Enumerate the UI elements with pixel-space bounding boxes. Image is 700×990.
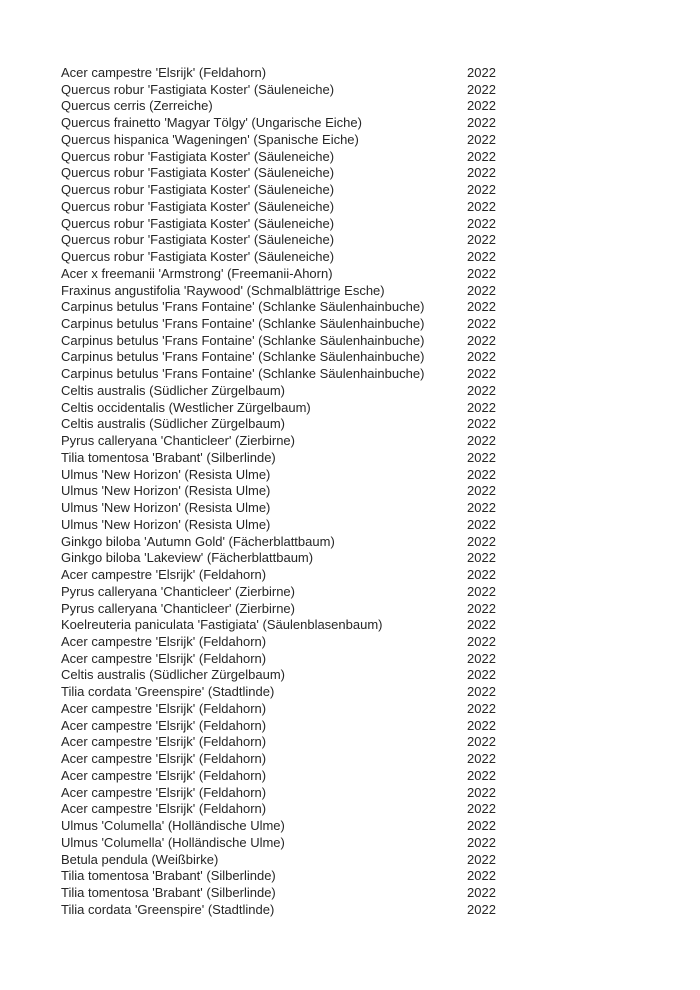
- species-name: Tilia tomentosa 'Brabant' (Silberlinde): [61, 868, 276, 884]
- species-name: Quercus robur 'Fastigiata Koster' (Säuleneiche): [61, 249, 335, 265]
- planting-year: 2022: [467, 567, 496, 583]
- planting-year: 2022: [467, 232, 496, 248]
- planting-year: 2022: [467, 131, 496, 147]
- tree-list-row: [61, 216, 681, 233]
- planting-year: 2022: [467, 382, 496, 398]
- species-name: Quercus robur 'Fastigiata Koster' (Säuleneiche): [61, 232, 335, 248]
- species-name: Celtis australis (Südlicher Zürgelbaum): [61, 382, 285, 398]
- species-name: Acer campestre 'Elsrijk' (Feldahorn): [61, 751, 267, 767]
- planting-year: 2022: [467, 784, 496, 800]
- species-name: Quercus frainetto 'Magyar Tölgy' (Ungarische Eiche): [61, 115, 362, 131]
- species-name: Quercus robur 'Fastigiata Koster' (Säuleneiche): [61, 165, 335, 181]
- species-name: Tilia tomentosa 'Brabant' (Silberlinde): [61, 884, 276, 900]
- planting-year: 2022: [467, 617, 496, 633]
- tree-list-row: [61, 701, 681, 718]
- planting-year: 2022: [467, 98, 496, 114]
- tree-list-row: [61, 634, 681, 651]
- tree-list-row: [61, 550, 681, 567]
- tree-list-row: [61, 500, 681, 517]
- planting-year: 2022: [467, 684, 496, 700]
- tree-list-row: [61, 768, 681, 785]
- planting-year: 2022: [467, 182, 496, 198]
- planting-year: 2022: [467, 734, 496, 750]
- planting-year: 2022: [467, 466, 496, 482]
- planting-year: 2022: [467, 600, 496, 616]
- planting-year: 2022: [467, 801, 496, 817]
- species-name: Carpinus betulus 'Frans Fontaine' (Schlanke Säulenhainbuche): [61, 332, 425, 348]
- tree-list-row: [61, 299, 681, 316]
- tree-list-row: [61, 852, 681, 869]
- species-name: Betula pendula (Weißbirke): [61, 851, 219, 867]
- tree-list-row: [61, 567, 681, 584]
- species-name: Acer campestre 'Elsrijk' (Feldahorn): [61, 717, 267, 733]
- species-name: Ginkgo biloba 'Autumn Gold' (Fächerblattbaum): [61, 533, 335, 549]
- planting-year: 2022: [467, 483, 496, 499]
- planting-year: 2022: [467, 366, 496, 382]
- planting-year: 2022: [467, 868, 496, 884]
- planting-year: 2022: [467, 282, 496, 298]
- species-name: Celtis australis (Südlicher Zürgelbaum): [61, 667, 285, 683]
- species-name: Koelreuteria paniculata 'Fastigiata' (Säulenblasenbaum): [61, 617, 383, 633]
- tree-list-row: [61, 885, 681, 902]
- planting-year: 2022: [467, 834, 496, 850]
- tree-list-row: [61, 366, 681, 383]
- planting-year: 2022: [467, 81, 496, 97]
- tree-list-row: [61, 349, 681, 366]
- tree-list-row: [61, 667, 681, 684]
- planting-year: 2022: [467, 717, 496, 733]
- planting-year: 2022: [467, 516, 496, 532]
- tree-list-row: [61, 467, 681, 484]
- tree-list-row: [61, 333, 681, 350]
- species-name: Acer campestre 'Elsrijk' (Feldahorn): [61, 633, 267, 649]
- tree-list-row: [61, 316, 681, 333]
- tree-list-row: [61, 182, 681, 199]
- species-name: Ginkgo biloba 'Lakeview' (Fächerblattbaum): [61, 550, 314, 566]
- tree-list-row: [61, 617, 681, 634]
- species-name: Pyrus calleryana 'Chanticleer' (Zierbirne): [61, 583, 295, 599]
- planting-year: 2022: [467, 751, 496, 767]
- species-name: Quercus cerris (Zerreiche): [61, 98, 213, 114]
- planting-year: 2022: [467, 165, 496, 181]
- planting-year: 2022: [467, 667, 496, 683]
- tree-list-row: [61, 82, 681, 99]
- species-name: Ulmus 'Columella' (Holländische Ulme): [61, 834, 285, 850]
- species-name: Quercus robur 'Fastigiata Koster' (Säuleneiche): [61, 198, 335, 214]
- tree-list-row: [61, 483, 681, 500]
- planting-year: 2022: [467, 265, 496, 281]
- tree-list-row: [61, 902, 681, 919]
- species-name: Tilia tomentosa 'Brabant' (Silberlinde): [61, 449, 276, 465]
- species-name: Fraxinus angustifolia 'Raywood' (Schmalblättrige Esche): [61, 282, 385, 298]
- tree-list-row: [61, 601, 681, 618]
- planting-year: 2022: [467, 349, 496, 365]
- species-name: Ulmus 'New Horizon' (Resista Ulme): [61, 500, 271, 516]
- planting-year: 2022: [467, 633, 496, 649]
- tree-list-row: [61, 249, 681, 266]
- species-name: Quercus robur 'Fastigiata Koster' (Säuleneiche): [61, 182, 335, 198]
- planting-year: 2022: [467, 115, 496, 131]
- tree-list-row: [61, 266, 681, 283]
- species-name: Celtis occidentalis (Westlicher Zürgelbaum): [61, 399, 311, 415]
- species-name: Ulmus 'New Horizon' (Resista Ulme): [61, 516, 271, 532]
- tree-list-row: [61, 734, 681, 751]
- species-name: Acer campestre 'Elsrijk' (Feldahorn): [61, 784, 267, 800]
- species-name: Carpinus betulus 'Frans Fontaine' (Schlanke Säulenhainbuche): [61, 299, 425, 315]
- tree-list-row: [61, 818, 681, 835]
- species-name: Quercus robur 'Fastigiata Koster' (Säuleneiche): [61, 215, 335, 231]
- species-name: Acer campestre 'Elsrijk' (Feldahorn): [61, 734, 267, 750]
- tree-list-row: [61, 115, 681, 132]
- species-name: Acer campestre 'Elsrijk' (Feldahorn): [61, 567, 267, 583]
- tree-list-row: [61, 450, 681, 467]
- species-name: Acer campestre 'Elsrijk' (Feldahorn): [61, 65, 267, 80]
- tree-list: [61, 65, 681, 918]
- species-name: Acer campestre 'Elsrijk' (Feldahorn): [61, 801, 267, 817]
- tree-list-row: [61, 584, 681, 601]
- tree-list-row: [61, 835, 681, 852]
- species-name: Pyrus calleryana 'Chanticleer' (Zierbirne): [61, 433, 295, 449]
- species-name: Carpinus betulus 'Frans Fontaine' (Schlanke Säulenhainbuche): [61, 349, 425, 365]
- tree-list-row: [61, 65, 681, 82]
- planting-year: 2022: [467, 851, 496, 867]
- planting-year: 2022: [467, 148, 496, 164]
- tree-list-row: [61, 517, 681, 534]
- species-name: Carpinus betulus 'Frans Fontaine' (Schlanke Säulenhainbuche): [61, 366, 425, 382]
- planting-year: 2022: [467, 533, 496, 549]
- tree-list-row: [61, 149, 681, 166]
- tree-list-row: [61, 651, 681, 668]
- tree-list-row: [61, 416, 681, 433]
- planting-year: 2022: [467, 316, 496, 332]
- species-name: Tilia cordata 'Greenspire' (Stadtlinde): [61, 901, 275, 917]
- planting-year: 2022: [467, 449, 496, 465]
- species-name: Quercus hispanica 'Wageningen' (Spanische Eiche): [61, 131, 359, 147]
- tree-list-row: [61, 400, 681, 417]
- tree-list-row: [61, 132, 681, 149]
- planting-year: 2022: [467, 500, 496, 516]
- planting-year: 2022: [467, 399, 496, 415]
- species-name: Ulmus 'New Horizon' (Resista Ulme): [61, 466, 271, 482]
- species-name: Acer campestre 'Elsrijk' (Feldahorn): [61, 767, 267, 783]
- tree-list-row: [61, 751, 681, 768]
- tree-list-row: [61, 785, 681, 802]
- species-name: Tilia cordata 'Greenspire' (Stadtlinde): [61, 684, 275, 700]
- species-name: Quercus robur 'Fastigiata Koster' (Säuleneiche): [61, 81, 335, 97]
- species-name: Ulmus 'New Horizon' (Resista Ulme): [61, 483, 271, 499]
- planting-year: 2022: [467, 332, 496, 348]
- planting-year: 2022: [467, 884, 496, 900]
- species-name: Pyrus calleryana 'Chanticleer' (Zierbirne): [61, 600, 295, 616]
- planting-year: 2022: [467, 215, 496, 231]
- tree-list-row: [61, 684, 681, 701]
- tree-list-row: [61, 433, 681, 450]
- species-name: Acer x freemanii 'Armstrong' (Freemanii-Ahorn): [61, 265, 333, 281]
- tree-list-row: [61, 534, 681, 551]
- tree-list-row: [61, 718, 681, 735]
- species-name: Quercus robur 'Fastigiata Koster' (Säuleneiche): [61, 148, 335, 164]
- planting-year: 2022: [467, 901, 496, 917]
- tree-list-row: [61, 283, 681, 300]
- species-name: Acer campestre 'Elsrijk' (Feldahorn): [61, 700, 267, 716]
- planting-year: 2022: [467, 433, 496, 449]
- planting-year: 2022: [467, 416, 496, 432]
- planting-year: 2022: [467, 249, 496, 265]
- planting-year: 2022: [467, 550, 496, 566]
- tree-list-row: [61, 98, 681, 115]
- tree-list-row: [61, 801, 681, 818]
- tree-list-row: [61, 165, 681, 182]
- planting-year: 2022: [467, 583, 496, 599]
- planting-year: 2022: [467, 767, 496, 783]
- species-name: Acer campestre 'Elsrijk' (Feldahorn): [61, 650, 267, 666]
- planting-year: 2022: [467, 650, 496, 666]
- tree-list-row: [61, 232, 681, 249]
- planting-year: 2022: [467, 299, 496, 315]
- tree-list-row: [61, 383, 681, 400]
- planting-year: 2022: [467, 818, 496, 834]
- species-name: Ulmus 'Columella' (Holländische Ulme): [61, 818, 285, 834]
- tree-list-row: [61, 199, 681, 216]
- planting-year: 2022: [467, 65, 496, 80]
- species-name: Celtis australis (Südlicher Zürgelbaum): [61, 416, 285, 432]
- species-name: Carpinus betulus 'Frans Fontaine' (Schlanke Säulenhainbuche): [61, 316, 425, 332]
- planting-year: 2022: [467, 700, 496, 716]
- planting-year: 2022: [467, 198, 496, 214]
- tree-list-row: [61, 868, 681, 885]
